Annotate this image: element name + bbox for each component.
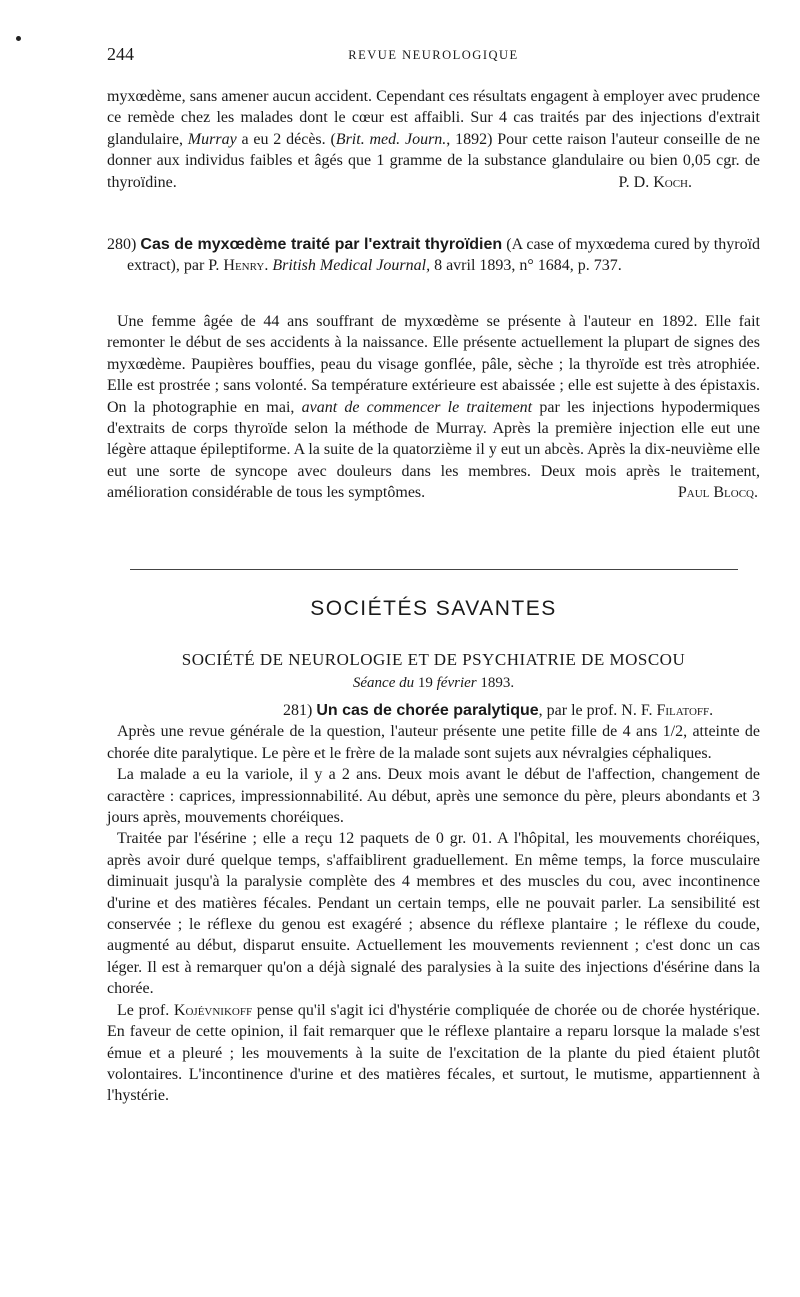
article-280-paragraph <box>107 311 760 504</box>
article-280-italic: avant de commencer le traitement <box>301 398 533 416</box>
article-281 <box>107 700 760 1107</box>
article-280-text: Une femme âgée de 44 ans souffrant de myxœdème se présente à l'auteur en 1892. Elle fait remonter le début de ses accidents à la naissance. Elle présente actuellement la plupart de signes des myxœdème. Paupières bouffies, peau du visage gonflée, pâle, sèche ; la thyroïde est très atrophiée. Elle est prostrée ; sans volonté. Sa température extérieure est abaissée ; elle est sujette à des épistaxis. On la photographie en mai, <box>107 313 760 416</box>
section-divider <box>130 569 738 570</box>
article-281-paragraph: Après une revue générale de la question, l'auteur présente une petite fille de 4 ans 1/2, atteinte de chorée dite paralytique. Le père et le frère de la malade sont sujets aux névralgies céphaliques. <box>107 723 760 762</box>
intro-paragraph <box>107 86 760 193</box>
article-280-ref: (A case of myxœdema cured by thyroïd extract), par P. <box>127 236 761 275</box>
section-heading: SOCIÉTÉS SAVANTES <box>310 597 557 620</box>
seance-month: février <box>436 675 477 691</box>
article-281-paragraph: La malade a eu la variole, il y a 2 ans. Deux mois avant le début de l'affection, changement de caractère : caprices, impressionnabilité. Au début, après une semonce du père, pleurs abondants et 3 jours après, mouvements choréiques. <box>107 766 760 827</box>
article-281-number: 281) <box>283 702 313 719</box>
article-281-text: Le prof. <box>117 1001 174 1019</box>
intro-signature: P. D. Koch. <box>618 173 692 191</box>
article-281-kojevnikoff: Kojévnikoff <box>173 1001 253 1019</box>
article-281-author: Filatoff <box>656 702 710 719</box>
page-number: 244 <box>107 44 134 64</box>
article-280-ref: . <box>264 257 273 275</box>
seance-label: Séance du <box>352 675 415 691</box>
intro-text: a eu 2 décès. ( <box>236 130 336 148</box>
article-280-ref: 8 avril 1893, n° 1684, p. 737. <box>430 257 622 275</box>
running-title: REVUE NEUROLOGIQUE <box>348 48 519 62</box>
article-280-body <box>107 311 760 504</box>
page-header <box>107 44 760 68</box>
margin-dot <box>16 36 21 41</box>
article-281-by: , par le prof. N. F. <box>538 702 657 719</box>
article-281-reference <box>107 700 760 721</box>
seance-year: 1893. <box>476 675 515 691</box>
article-280-number: 280) <box>107 236 137 253</box>
article-281-paragraph: Traitée par l'ésérine ; elle a reçu 12 paquets de 0 gr. 01. A l'hôpital, les mouvements choréiques, après avoir duré quelque temps, s'affaiblirent graduellement. En même temps, la force musculaire diminuait jusqu'à la paralysie complète des 4 membres et des muscles du cou, avec incontinence d'urine et des matières fécales. Pendant un certain temps, elle ne pouvait parler. La sensibilité est conservée ; le réflexe du genou est exagéré ; absence du réflexe plantaire ; le réflexe du coude, augmenté au début, disparut ensuite. Actuellement les mouvements reviennent ; c'est donc un cas léger. Il est à remarquer qu'on a déjà signalé des paralysies à la suite des injections d'ésérine dans la chorée. <box>107 830 760 998</box>
article-280-title: Cas de myxœdème traité par l'extrait thyroïdien <box>140 236 503 253</box>
article-280-reference <box>107 234 760 277</box>
society-title: SOCIÉTÉ DE NEUROLOGIE ET DE PSYCHIATRIE DE MOSCOU <box>181 650 686 669</box>
intro-murray: Murray <box>187 130 237 148</box>
intro-text: myxœdème, sans amener aucun accident. Cependant ces résultats engagent à employer avec prudence ce remède chez les malades dont le cœur est affaibli. Sur 4 cas traités par des injections d'extrait glandulaire, <box>107 88 760 148</box>
article-280-author: Henry <box>223 257 265 275</box>
intro-journal: Brit. med. Journ. <box>335 130 447 148</box>
article-280 <box>107 234 760 277</box>
seance-date <box>107 675 760 692</box>
article-280-signature: Paul Blocq. <box>677 484 758 502</box>
article-281-text: pense qu'il s'agit ici d'hystérie compliquée de chorée ou de chorée hystérique. En faveur de cette opinion, il fait remarquer que le réflexe plantaire a reparu lorsque la malade s'est émue et a pleuré ; les mouvements à la suite de l'excitation de la plante du pied étaient plutôt volontaires. L'incontinence d'urine et des matières fécales, et surtout, le mutisme, appartiennent à l'hystérie. <box>107 1001 760 1105</box>
article-280-journal: British Medical Journal, <box>272 257 431 275</box>
intro-text: , 1892) Pour cette raison l'auteur conseille de ne donner aux individus faibles et âgés que 1 gramme de la substance glandulaire ou bien 0,05 cgr. de thyroïdine. <box>107 130 761 191</box>
article-281-title: Un cas de chorée paralytique <box>316 702 539 719</box>
article-281-by: . <box>709 702 714 719</box>
article-281-paragraph <box>107 1000 760 1107</box>
seance-day: 19 <box>414 675 437 691</box>
intro-block <box>107 86 760 193</box>
article-280-text: par les injections hypodermiques d'extraits de corps thyroïde selon la méthode de Murray. Après la première injection elle eut une légère attaque épileptiforme. A la suite de la quatorzième il y eut un abcès. Après la dix-neuvième elle eut une sorte de syncope avec douleurs dans les membres. Deux mois après le traitement, amélioration considérable de tous les symptômes. <box>107 398 761 502</box>
